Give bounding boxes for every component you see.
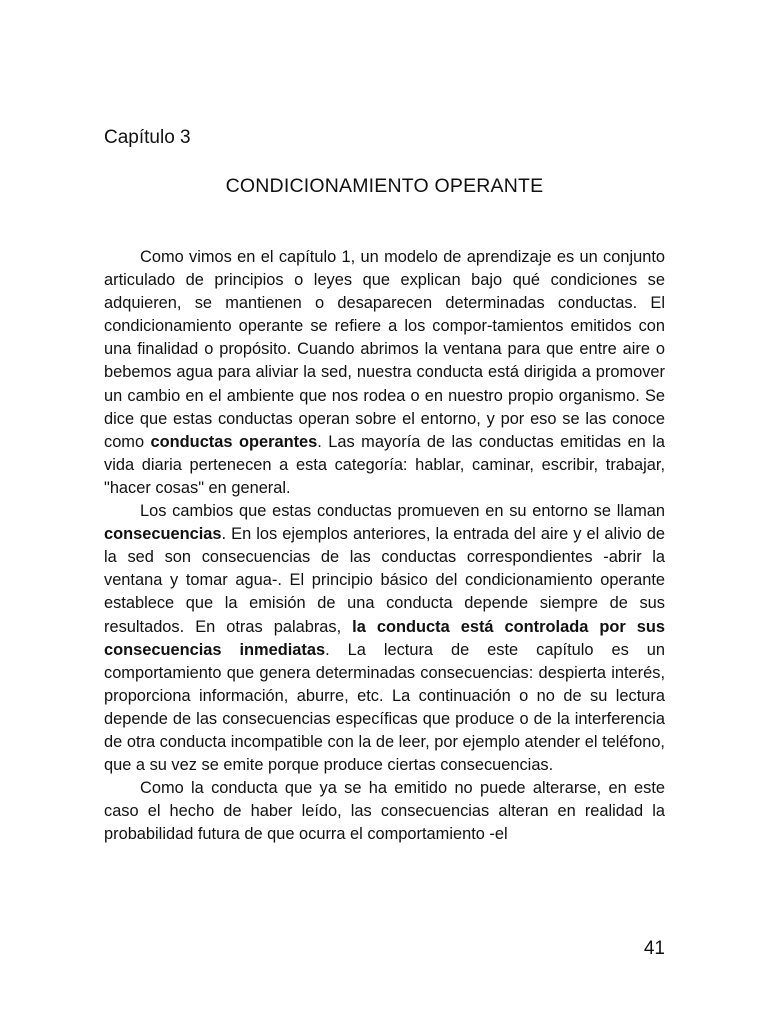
paragraph-1-text-1: Como vimos en el capítulo 1, un modelo de aprendizaje es un conjunto articulado de principios o leyes que explican bajo qué condiciones se adquieren, se mantienen o desaparecen determinadas conductas. El condicionamiento operante se refiere a los compor-tamientos emitidos con una finalidad o propósito. Cuando abrimos la ventana para que entre aire o bebemos agua para aliviar la sed, nuestra conducta está dirigida a promover un cambio en el ambiente que nos rodea o en nuestro propio organismo. Se dice que estas conductas operan sobre el entorno, y por eso se las conoce como [104, 248, 665, 451]
chapter-label: Capítulo 3 [104, 127, 191, 148]
paragraph-2-text-2: . En los ejemplos anteriores, la entrada del aire y el alivio de la sed son consecuencias de las conductas correspondientes -abrir la ventana y tomar agua-. El principio básico del condicionamiento operante establece que la emisión de una conducta depende siempre de sus resultados. En otras palabras, [104, 525, 665, 636]
paragraph-1-text-2: . Las mayoría de las conductas emitidas en la vida diaria pertenecen a esta categoría: hablar, caminar, escribir, trabajar, "hacer cosas" en general. [104, 432, 666, 497]
paragraph-1 [104, 246, 665, 500]
paragraph-2 [104, 500, 665, 777]
term-consecuencias: consecuencias [104, 525, 222, 544]
paragraph-2-text-3: . La lectura de este capítulo es un comportamiento que genera determinadas consecuencias: despierta interés, proporciona información, aburre, etc. La continuación o no de su lectura depende de las consecuencias específicas que produce o de la interferencia de otra conducta incompatible con la de leer, por ejemplo atender el teléfono, que a su vez se emite porque produce ciertas consecuencias. [104, 640, 665, 775]
page-number: 41 [643, 938, 665, 959]
chapter-title: CONDICIONAMIENTO OPERANTE [225, 175, 544, 197]
term-conductas-operantes: conductas operantes [150, 432, 318, 451]
key-principle-statement: la conducta está controlada por sus consecuencias inmediatas [104, 617, 665, 659]
paragraph-2-text-1: Los cambios que estas conductas promueven en su entorno se llaman [140, 502, 665, 521]
book-page [104, 0, 665, 1024]
body-text [104, 246, 665, 846]
paragraph-3 [104, 777, 665, 846]
paragraph-3-text-1: Como la conducta que ya se ha emitido no puede alterarse, en este caso el hecho de haber leído, las consecuencias alteran en realidad la probabilidad futura de que ocurra el comportamiento -el [104, 779, 665, 844]
